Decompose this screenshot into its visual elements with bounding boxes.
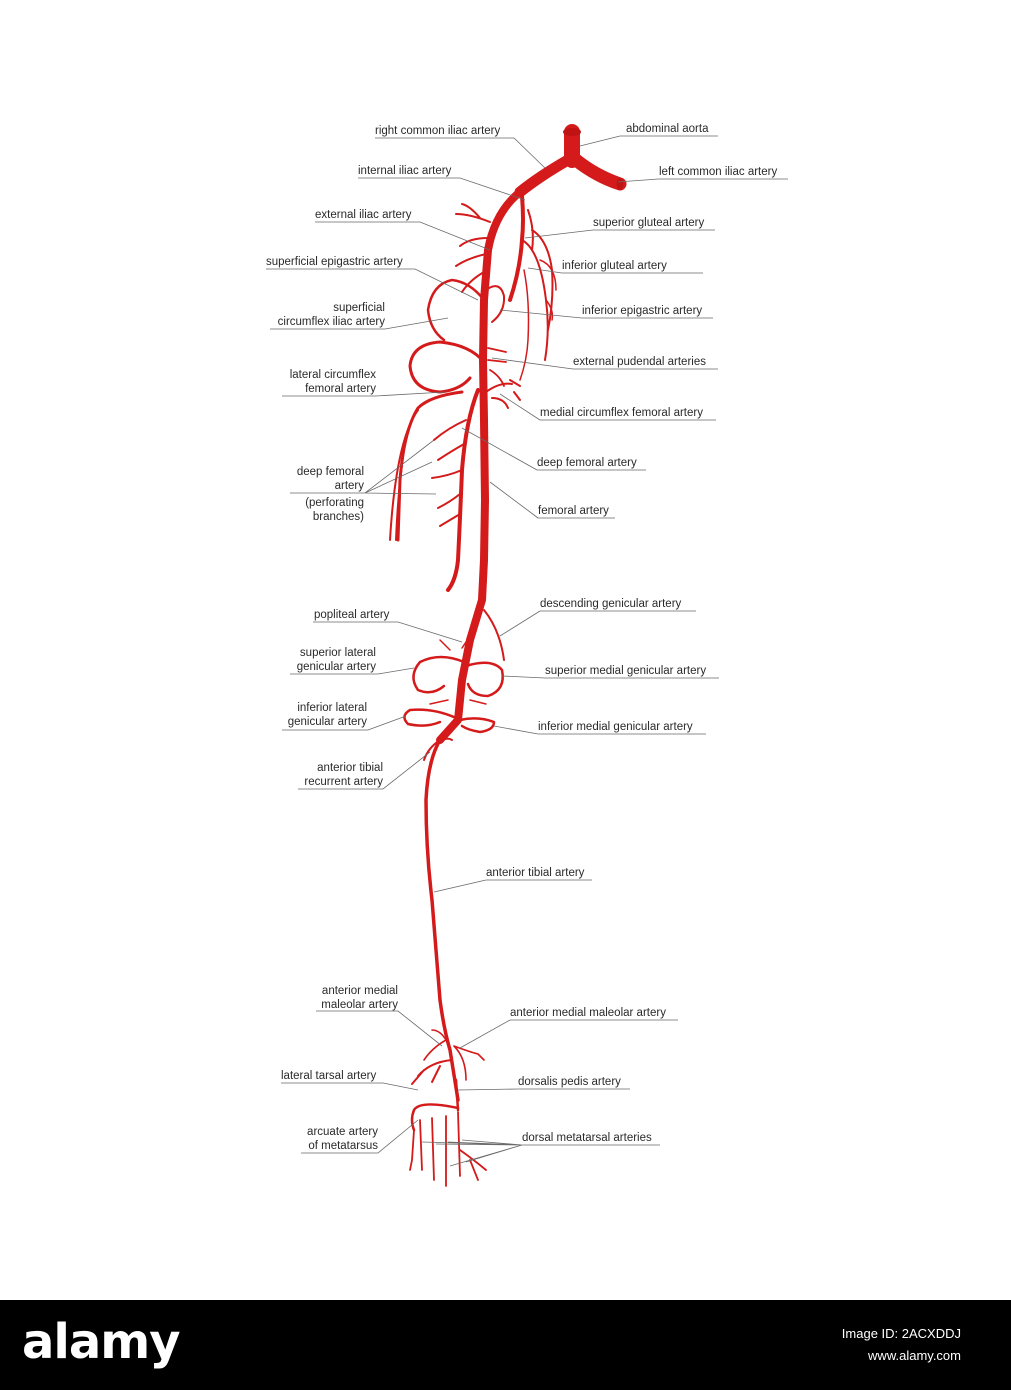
arcuate-vessel: [412, 1104, 458, 1130]
label-deep-femoral-line3: (perforating: [305, 497, 364, 509]
labels: [266, 123, 777, 1152]
label-left-common-iliac: left common iliac artery: [659, 166, 778, 178]
brand-logo: alamy: [22, 1314, 180, 1370]
label-superior-lateral-line2: genicular artery: [296, 661, 376, 673]
label-dorsalis-pedis: dorsalis pedis artery: [518, 1076, 621, 1088]
label-anterior-tibial: anterior tibial artery: [486, 867, 585, 879]
label-superficial-circumflex-line1: superficial: [333, 302, 385, 314]
label-deep-femoral-artery: deep femoral artery: [537, 457, 637, 469]
label-femoral-artery: femoral artery: [538, 505, 609, 517]
label-superficial-circumflex-line2: circumflex iliac artery: [277, 316, 385, 328]
label-lateral-circumflex-line2: femoral artery: [305, 383, 376, 395]
label-deep-femoral-line1: deep femoral: [296, 466, 364, 478]
label-inferior-medial-genicular: inferior medial genicular artery: [538, 721, 693, 733]
label-arcuate-line1: arcuate artery: [307, 1126, 378, 1138]
leader-line: [460, 1020, 678, 1048]
label-deep-femoral-line2: artery: [334, 480, 364, 492]
label-anterior-tibial-recurrent-line2: recurrent artery: [304, 776, 383, 788]
internal-iliac-branch: [522, 240, 548, 360]
label-inferior-lateral-line1: inferior lateral: [297, 702, 367, 714]
leader-line: [618, 179, 788, 182]
label-superior-gluteal: superior gluteal artery: [593, 217, 705, 229]
lateral-tarsal-vessel: [412, 1060, 452, 1084]
label-superior-lateral-line1: superior lateral: [299, 647, 376, 659]
label-right-common-iliac: right common iliac artery: [375, 125, 501, 137]
label-abdominal-aorta: abdominal aorta: [626, 123, 709, 135]
label-anterior-medial-maleolar-right: anterior medial maleolar artery: [510, 1007, 666, 1019]
inferior-medial-genicular-vessel: [460, 718, 494, 732]
superficial-epigastric-vessel: [486, 286, 504, 322]
leader-line: [266, 269, 478, 300]
label-anterior-medial-maleolar-left-line2: maleolar artery: [321, 999, 398, 1011]
lateral-circumflex-vessel: [410, 342, 484, 392]
aorta-opening: [563, 128, 581, 136]
label-medial-circumflex: medial circumflex femoral artery: [540, 407, 703, 419]
right-common-iliac-vessel: [520, 160, 568, 192]
superior-lateral-genicular-vessel: [413, 657, 464, 692]
label-lateral-circumflex-line1: lateral circumflex: [289, 369, 376, 381]
leader-line: [375, 138, 545, 168]
label-deep-femoral-line4: branches): [312, 511, 364, 523]
leader-line: [358, 178, 525, 200]
inferior-lateral-genicular-vessel: [404, 710, 456, 726]
leader-line: [281, 1083, 418, 1090]
label-popliteal: popliteal artery: [314, 609, 390, 621]
label-anterior-tibial-recurrent-line1: anterior tibial: [317, 762, 383, 774]
internal-iliac-vessel: [510, 196, 523, 300]
anterior-tibial-recurrent-vessel: [424, 739, 452, 760]
artery-tree: [390, 128, 624, 1186]
superior-medial-genicular-vessel: [466, 663, 503, 696]
watermark-footer: [0, 1300, 1011, 1390]
label-anterior-medial-maleolar-left-line1: anterior medial: [321, 985, 398, 997]
leader-line: [313, 622, 462, 642]
label-external-pudendal: external pudendal arteries: [573, 356, 706, 368]
label-superficial-epigastric: superficial epigastric artery: [266, 256, 403, 268]
label-arcuate-line2: of metatarsus: [308, 1140, 378, 1152]
label-internal-iliac: internal iliac artery: [358, 165, 452, 177]
leader-line: [434, 880, 592, 892]
label-dorsal-metatarsal: dorsal metatarsal arteries: [522, 1132, 652, 1144]
label-descending-genicular: descending genicular artery: [540, 598, 682, 610]
label-superior-medial-genicular: superior medial genicular artery: [545, 665, 707, 677]
site-url-text: www.alamy.com: [868, 1348, 961, 1363]
leader-line: [500, 611, 696, 636]
leader-line: [315, 222, 490, 250]
image-id-text: Image ID: 2ACXDDJ: [841, 1326, 961, 1341]
label-lateral-tarsal: lateral tarsal artery: [281, 1070, 377, 1082]
left-iliac-opening: [617, 178, 624, 190]
label-inferior-epigastric: inferior epigastric artery: [582, 305, 703, 317]
leader-line: [316, 1011, 442, 1046]
deep-femoral-vessel: [448, 390, 478, 590]
leader-line: [580, 136, 718, 146]
left-common-iliac-vessel: [576, 160, 620, 184]
dorsal-metatarsal-vessels: [410, 1112, 486, 1186]
label-inferior-gluteal: inferior gluteal artery: [562, 260, 667, 272]
label-inferior-lateral-line2: genicular artery: [287, 716, 367, 728]
leader-line: [458, 1089, 630, 1090]
leader-line: [525, 230, 715, 238]
label-external-iliac: external iliac artery: [315, 209, 412, 221]
external-pudendal-vessel: [488, 348, 506, 386]
dorsalis-pedis-vessel: [456, 1080, 458, 1110]
